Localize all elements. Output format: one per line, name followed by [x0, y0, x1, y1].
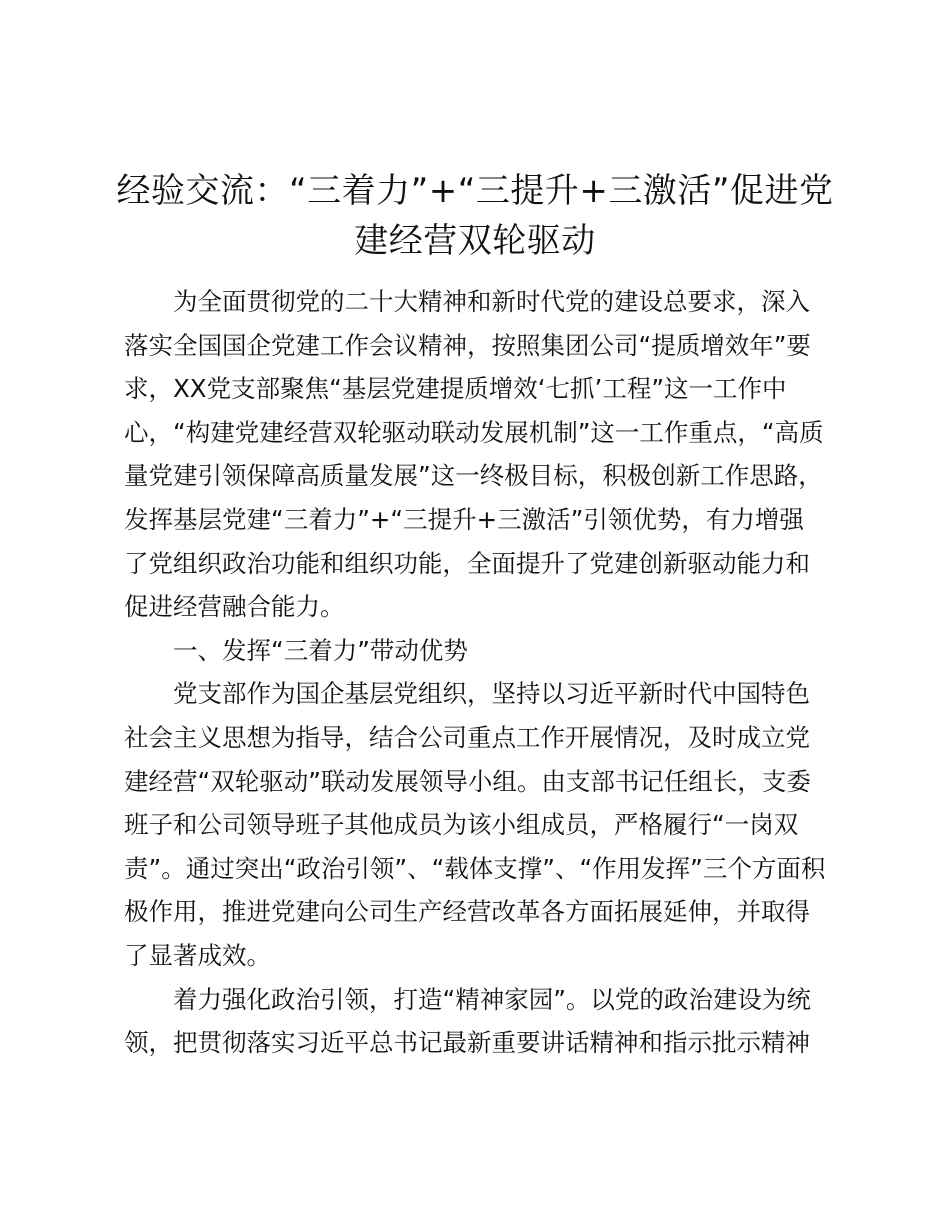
paragraph-body-line: 班子和公司领导班子其他成员为该小组成员，严格履行“一岗双: [124, 810, 799, 840]
paragraph-body-line: 责”。通过突出“政治引领”、“载体支撑”、“作用发挥”三个方面积: [124, 853, 826, 883]
paragraph-intro-line: 促进经营融合能力。: [124, 592, 345, 622]
section-heading: 一、发挥“三着力”带动优势: [173, 635, 468, 665]
paragraph-body-line: 了显著成效。: [124, 940, 271, 970]
title-line: 经验交流：“三着力”+“三提升+三激活”促进党: [116, 171, 834, 211]
paragraph-intro-line: 求，XX党支部聚焦“基层党建提质增效‘七抓’工程”这一工作中: [124, 374, 787, 404]
paragraph-intro-line: 了党组织政治功能和组织功能，全面提升了党建创新驱动能力和: [124, 548, 810, 578]
title-line: 建经营双轮驱动: [354, 221, 596, 261]
paragraph-intro-line: 心，“构建党建经营双轮驱动联动发展机制”这一工作重点，“高质: [124, 417, 824, 447]
paragraph-body-line: 着力强化政治引领，打造“精神家园”。以党的政治建设为统: [173, 984, 811, 1014]
paragraph-body-line: 领，把贯彻落实习近平总书记最新重要讲话精神和指示批示精神: [124, 1028, 810, 1058]
paragraph-intro-line: 量党建引领保障高质量发展”这一终极目标，积极创新工作思路，: [124, 461, 823, 491]
paragraph-body-line: 建经营“双轮驱动”联动发展领导小组。由支部书记任组长，支委: [124, 766, 811, 796]
document-body: [124, 280, 844, 1065]
paragraph-body-line: 极作用，推进党建向公司生产经营改革各方面拓展延伸，并取得: [124, 897, 810, 927]
paragraph-intro-line: 为全面贯彻党的二十大精神和新时代党的建设总要求，深入: [173, 287, 810, 316]
paragraph-intro-line: 落实全国国企党建工作会议精神，按照集团公司“提质增效年”要: [124, 330, 811, 360]
document-title: [110, 166, 840, 266]
paragraph-body-line: 社会主义思想为指导，结合公司重点工作开展情况，及时成立党: [124, 722, 810, 752]
paragraph-intro-line: 发挥基层党建“三着力”+“三提升+三激活”引领优势，有力增强: [124, 504, 804, 534]
paragraph-body-line: 党支部作为国企基层党组织，坚持以习近平新时代中国特色: [173, 679, 810, 709]
